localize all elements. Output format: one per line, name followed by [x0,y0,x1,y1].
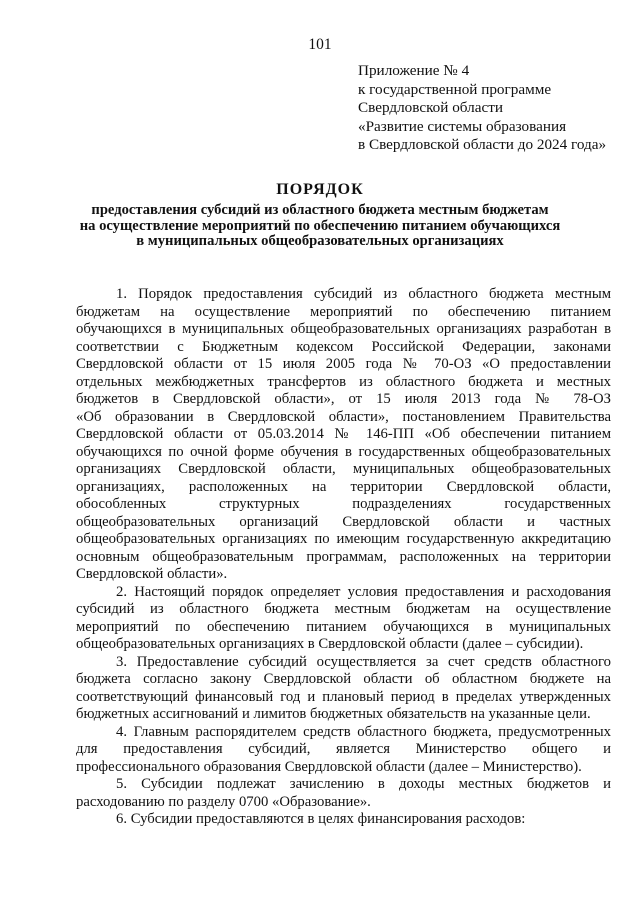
paragraph-5 [76,776,611,811]
paragraph-line: основным общеобразовательным программам, расположенных на территории [76,548,611,565]
paragraph-line: профессионального образования Свердловской области (далее – Министерство). [76,758,582,775]
paragraph-line: 4. Главным распорядителем средств областного бюджета, предусмотренных [116,723,611,740]
paragraph-4 [76,724,611,777]
subtitle-line: на осуществление мероприятий по обеспечению питанием обучающихся [79,217,561,234]
paragraph-line: обучающихся по очной форме обучения в государственных общеобразовательных [76,443,611,460]
paragraph-1 [76,286,611,584]
paragraph-2 [76,584,611,654]
paragraph-line: бюджетов в Свердловской области», от 15 июля 2013 года № 78-ОЗ [76,391,611,407]
paragraph-line: Свердловской области». [76,566,228,582]
paragraph-line: 6. Субсидии предоставляются в целях финансирования расходов: [116,811,526,827]
paragraph-line: Свердловской области от 05.03.2014 № 146-ПП «Об обеспечении питанием [76,426,611,442]
annex-line: Приложение № 4 [358,62,470,79]
paragraph-line: бюджетных ассигнований и лимитов бюджетных обязательств на указанные цели. [76,706,591,722]
paragraph-line: мероприятий по обеспечению питанием обучающихся в муниципальных [76,618,611,635]
paragraph-line: обособленных структурных подразделениях государственных [76,496,611,512]
annex-header [358,62,606,155]
paragraph-line: субсидий из областного бюджета местным бюджетам на осуществление [76,601,611,617]
annex-line: в Свердловской области до 2024 года» [358,136,607,153]
paragraph-line: для предоставления субсидий, является Министерство общего и [76,741,611,757]
page-number: 101 [308,36,332,53]
paragraph-line: обучающихся в муниципальных общеобразовательных организациях разработан в [76,321,611,337]
paragraph-line: 3. Предоставление субсидий осуществляется за счет средств областного [116,653,611,670]
annex-line: «Развитие системы образования [358,117,567,135]
paragraph-line: 5. Субсидии подлежат зачислению в доходы местных бюджетов и [116,776,611,792]
document-subtitle [0,203,640,250]
paragraph-line: 2. Настоящий порядок определяет условия предоставления и расходования [116,583,611,600]
paragraph-line: расходованию по разделу 0700 «Образование». [76,793,371,810]
paragraph-line: организациях Свердловской области, муниципальных общеобразовательных [76,461,611,477]
document-title: ПОРЯДОК [276,181,364,198]
paragraph-line: 1. Порядок предоставления субсидий из областного бюджета местным [116,286,611,302]
paragraph-line: соответствующий финансовый год и плановый период в пределах утвержденных [76,688,611,705]
subtitle-line: в муниципальных общеобразовательных организациях [136,233,504,249]
annex-line: Свердловской области [358,99,503,116]
paragraph-line: организациях, расположенных на территории Свердловской области, [76,478,611,495]
paragraph-line: Свердловской области от 15 июля 2005 года № 70-ОЗ «О предоставлении [76,356,611,372]
paragraph-line: бюджета согласно закону Свердловской области об областном бюджете на [76,671,611,687]
paragraph-line: общеобразовательных организациях в Свердловской области (далее – субсидии). [76,636,584,652]
paragraph-line: «Об образовании в Свердловской области», постановлением Правительства [76,408,611,425]
paragraph-line: отдельных межбюджетных трансфертов из областного бюджета и местных [76,373,611,390]
paragraph-6 [76,811,611,829]
paragraph-3 [76,654,611,724]
paragraph-line: общеобразовательных организациях по имеющим государственную аккредитацию [76,531,611,547]
document-body [76,286,611,829]
paragraph-line: общеобразовательных организаций Свердловской области и частных [76,513,611,530]
annex-line: к государственной программе [358,80,552,98]
paragraph-line: соответствии с Бюджетным кодексом Российской Федерации, законами [76,338,611,355]
paragraph-line: бюджетам на осуществление мероприятий по обеспечению питанием [76,303,611,320]
subtitle-line: предоставления субсидий из областного бюджета местным бюджетам [91,202,549,218]
